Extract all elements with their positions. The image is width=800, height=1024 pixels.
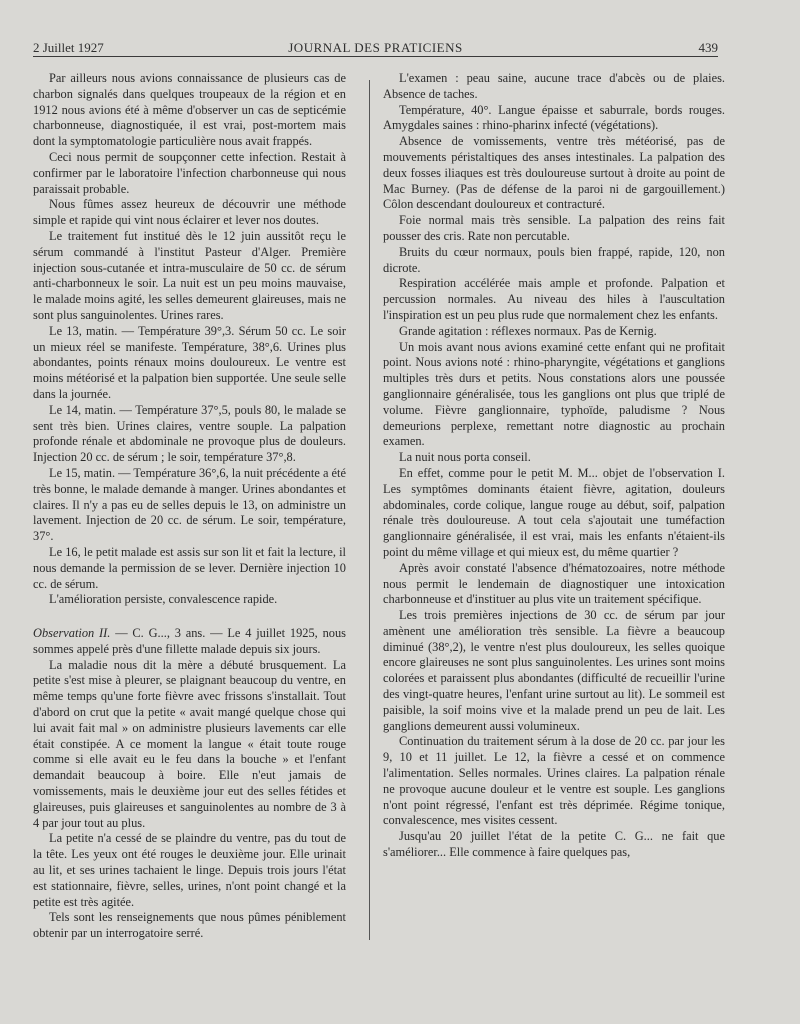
header-journal-title: JOURNAL DES PRATICIENS: [288, 40, 463, 55]
paragraph: Le traitement fut institué dès le 12 juin aussitôt reçu le sérum commandé à l'institut Pasteur d'Alger. Première injection sous-cutanée et intra-musculaire de 50 cc. de sérum anti-charbonneux le soir. La nuit est un peu moins mauvaise, le malade moins agité, les selles demeurent glaireuses, mais ne sont plus sanguinolentes. Urines rares.: [33, 228, 346, 322]
paragraph: Grande agitation : réflexes normaux. Pas de Kernig.: [399, 323, 657, 338]
paragraph: La petite n'a cessé de se plaindre du ventre, pas du tout de la tête. Les yeux ont été rouges le deuxième jour. Elle urinait au lit, et ses urines tachaient le linge. Depuis trois jours l'état est stationnaire, fièvre, selles, urines, n'ont point changé et la petite est très agitée.: [33, 831, 346, 909]
page-header: [33, 34, 718, 57]
paragraph: Ceci nous permit de soupçonner cette infection. Restait à confirmer par le laboratoire l'infection charbonneuse qui nous paraissait probable.: [33, 149, 346, 196]
observation-heading: [33, 626, 346, 658]
paragraph: Le 14, matin. — Température 37°,5, pouls 80, le malade se sent très bien. Urines claires, ventre souple. La palpation profonde rénale et abdominale ne provoque plus de douleurs. Injection 20 cc. de sérum ; le soir, température 37°,8.: [33, 402, 346, 465]
paragraph: Par ailleurs nous avions connaissance de plusieurs cas de charbon signalés dans quelques troupeaux de la région et en 1912 nous avions été à même d'observer un cas de septicémie charbonneuse, diagnostiquée, il est vrai, post-mortem mais dont la symptomatologie particulière nous avait frappés.: [33, 71, 346, 149]
paragraph: Nous fûmes assez heureux de découvrir une méthode simple et rapide qui vint nous éclairer et lever nos doutes.: [33, 197, 346, 228]
paragraph: L'examen : peau saine, aucune trace d'abcès ou de plaies. Absence de taches.: [383, 71, 725, 101]
paragraph: Le 13, matin. — Température 39°,3. Sérum 50 cc. Le soir un mieux réel se manifeste. Température, 38°,6. Urines plus abondantes, points rénaux moins douloureux. Le ventre est moins météorisé et la palpation bien supportée. Une seule selle dans la journée.: [33, 323, 346, 401]
header-page-number: 439: [698, 40, 718, 55]
paragraph: Après avoir constaté l'absence d'hématozoaires, notre méthode nous permit le lendemain de diagnostiquer une intoxication charbonneuse et d'instituer au plus vite un traitement spécifique.: [383, 560, 725, 607]
right-column: [383, 71, 725, 861]
paragraph: Température, 40°. Langue épaisse et saburrale, bords rouges. Amygdales saines : rhino-pharinx infecté (végétations).: [383, 102, 725, 133]
paragraph: Le 16, le petit malade est assis sur son lit et fait la lecture, il nous demande la permission de se lever. Dernière injection 10 cc. de sérum.: [33, 544, 346, 591]
column-divider: [369, 80, 370, 940]
paragraph: Absence de vomissements, ventre très météorisé, pas de mouvements péristaltiques des anses intestinales. La palpation des deux fosses iliaques est très douloureuse surtout à droite au point de Mac Burney. (Pas de défense de la paroi ni de gargouillement.) Côlon descendant douloureux et contracturé.: [383, 134, 725, 212]
paragraph: Les trois premières injections de 30 cc. de sérum par jour amènent une amélioration très sensible. La fièvre a beaucoup diminué (38°,2), le ventre n'est plus douloureux, les selles quoique encore glaireuses ne sont plus sanguinolentes. Les urines sont moins colorées et paraissent plus abondantes (difficulté de recueillir l'urine des vingt-quatre heures, l'enfant urine surtout au lit). Le sommeil est paisible, la soif moins vive et la malade prend un peu de lait. Les ganglions demeurent aussi volumineux.: [383, 608, 725, 733]
observation-lead: — C. G..., 3 ans. — Le 4 juillet 1925, nous sommes appelé près d'une fillette malade depuis six jours.: [33, 626, 346, 656]
paragraph: Bruits du cœur normaux, pouls bien frappé, rapide, 120, non dicrote.: [383, 244, 725, 275]
paragraph: Respiration accélérée mais ample et profonde. Palpation et percussion normales. Au niveau des hiles à l'auscultation l'inspiration est un peu plus rude que normalement chez les enfants.: [383, 276, 725, 322]
paragraph: La nuit nous porta conseil.: [399, 450, 531, 465]
paragraph: L'amélioration persiste, convalescence rapide.: [49, 592, 278, 607]
paragraph: La maladie nous dit la mère a débuté brusquement. La petite s'est mise à pleurer, se plaignant beaucoup du ventre, en même temps qu'une forte fièvre avec frissons s'installait. Tout d'abord on crut que la petite « avait mangé quelque chose qui lui avait fait mal » on administre plusieurs lavements car elle était constipée. A ce moment la langue « était toute rouge comme si elle avait eu le feu dans la bouche » et l'enfant demandait beaucoup à boire. Elle n'eut jamais de vomissements, mais le deuxième jour eut des selles fétides et glaireuses, puis glaireuses et sanguinolentes au nombre de 3 à 4 par jour tout au plus.: [33, 657, 346, 830]
paragraph: Jusqu'au 20 juillet l'état de la petite C. G... ne fait que s'améliorer... Elle commence à faire quelques pas,: [383, 829, 725, 860]
paragraph: Continuation du traitement sérum à la dose de 20 cc. par jour les 9, 10 et 11 juillet. Le 12, la fièvre a cessé et on commence l'alimentation. Selles normales. Urines claires. La palpation rénale ne provoque aucune douleur et le ventre est souple. Les ganglions n'ont point régressé, l'enfant est très déprimée. Régime tonique, convalescence, mes visites cessent.: [383, 734, 725, 828]
paragraph: En effet, comme pour le petit M. M... objet de l'observation I. Les symptômes dominants étaient fièvre, agitation, douleurs abdominales, corde colique, langue rouge au début, soif, palpation rénale très douloureuse. A tout cela s'ajoutait une tuméfaction ganglionnaire généralisée, il est vrai, mais les enfants n'étaient-ils point du même village et qui mieux est, du même quartier ?: [383, 465, 725, 559]
section-gap: [33, 608, 346, 626]
paragraph: Le 15, matin. — Température 36°,6, la nuit précédente a été très bonne, le malade demande à manger. Urines abondantes et claires. Il n'y a pas eu de selles depuis le 13, on administre un lavement. Injection de 20 cc. de sérum. Le soir, température, 37°.: [33, 465, 346, 544]
paragraph: Tels sont les renseignements que nous pûmes péniblement obtenir par un interrogatoire serré.: [33, 910, 346, 941]
paragraph: Un mois avant nous avions examiné cette enfant qui ne profitait point. Nous avions noté : rhino-pharyngite, végétations et ganglions multiples très durs et petits. Nous constations alors une poussée ganglionnaire généralisée, tous les ganglions ont plus que triplé de volume. Fièvre ganglionnaire, typhoïde, paludisme ? Nous demeurions perplexe, remettant notre diagnostic au prochain examen.: [383, 339, 725, 449]
observation-title: Observation II.: [33, 626, 111, 641]
left-column: [33, 71, 346, 942]
header-date: 2 Juillet 1927: [33, 40, 104, 55]
paragraph: Foie normal mais très sensible. La palpation des reins fait pousser des cris. Rate non percutable.: [383, 213, 725, 243]
